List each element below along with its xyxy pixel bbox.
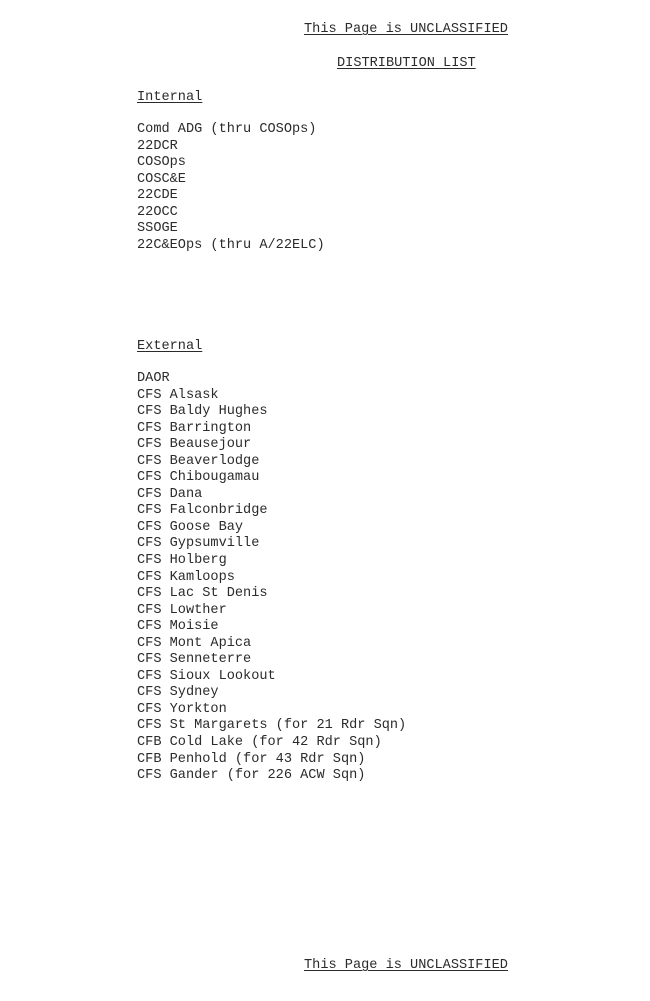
list-item: 22DCR: [137, 138, 178, 154]
internal-distribution-list: [137, 122, 325, 254]
list-item: CFB Penhold (for 43 Rdr Sqn): [137, 751, 366, 767]
list-item: CFS Sioux Lookout: [137, 668, 276, 684]
list-item: CFS Kamloops: [137, 569, 235, 585]
classification-footer: This Page is UNCLASSIFIED: [304, 958, 508, 973]
distribution-list-title: DISTRIBUTION LIST: [337, 56, 476, 71]
external-heading: External: [137, 339, 203, 354]
list-item: CFS Gypsumville: [137, 536, 260, 552]
list-item: CFS Chibougamau: [137, 470, 260, 486]
list-item: Comd ADG (thru COSOps): [137, 122, 317, 137]
list-item: SSOGE: [137, 221, 178, 237]
list-item: CFS Alsask: [137, 387, 219, 403]
list-item: CFS Barrington: [137, 420, 252, 436]
list-item: CFS Lac St Denis: [137, 586, 268, 602]
list-item: CFS Senneterre: [137, 652, 252, 668]
list-item: CFS Baldy Hughes: [137, 404, 268, 420]
list-item: CFS Gander (for 226 ACW Sqn): [137, 768, 366, 784]
classification-header: This Page is UNCLASSIFIED: [304, 22, 508, 37]
list-item: CFS Yorkton: [137, 701, 227, 717]
list-item: CFS Falconbridge: [137, 503, 268, 519]
list-item: CFS Moisie: [137, 619, 219, 635]
list-item: CFB Cold Lake (for 42 Rdr Sqn): [137, 735, 382, 751]
list-item: CFS Goose Bay: [137, 519, 244, 535]
list-item: COSOps: [137, 155, 186, 171]
list-item: CFS Sydney: [137, 685, 219, 701]
list-item: CFS Holberg: [137, 553, 227, 569]
list-item: CFS St Margarets (for 21 Rdr Sqn): [137, 718, 407, 734]
list-item: 22C&EOps (thru A/22ELC): [137, 237, 325, 253]
list-item: DAOR: [137, 371, 170, 386]
list-item: 22CDE: [137, 188, 178, 204]
external-distribution-list: [137, 371, 406, 785]
list-item: CFS Lowther: [137, 602, 227, 618]
list-item: CFS Beaverlodge: [137, 453, 260, 469]
list-item: CFS Mont Apica: [137, 635, 252, 651]
list-item: 22OCC: [137, 204, 178, 220]
list-item: CFS Beausejour: [137, 437, 252, 453]
list-item: COSC&E: [137, 171, 186, 187]
internal-heading: Internal: [137, 90, 203, 105]
list-item: CFS Dana: [137, 486, 203, 502]
